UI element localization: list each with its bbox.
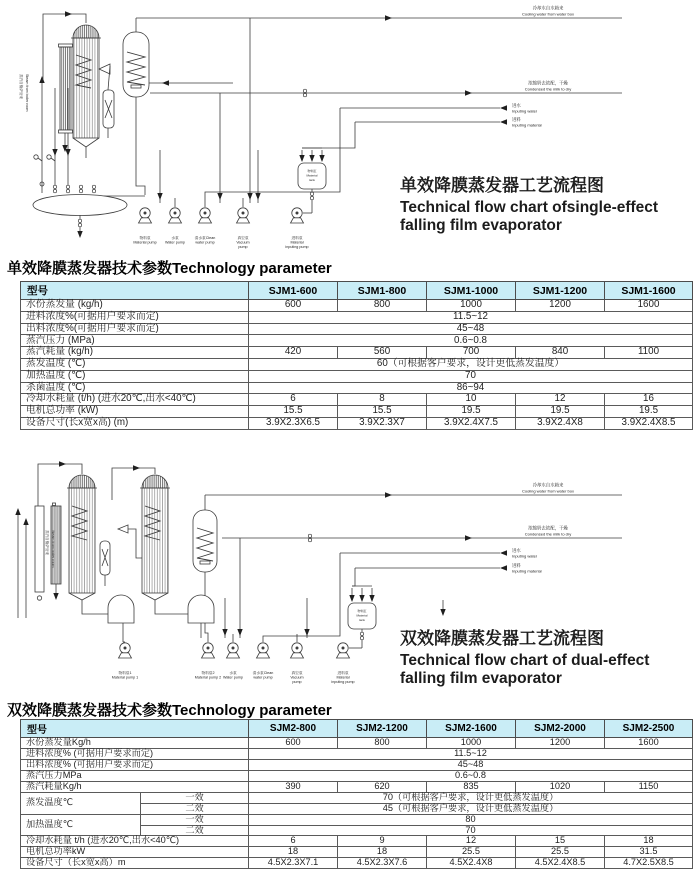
material-pump2-symbol bbox=[202, 643, 215, 658]
row-label: 进料浓度%(可据用户要求而定) bbox=[21, 311, 249, 323]
column-header: SJM2-2500 bbox=[605, 720, 693, 738]
cell: 18 bbox=[249, 847, 338, 858]
column-header: SJM2-2000 bbox=[516, 720, 605, 738]
pump-labels bbox=[112, 670, 355, 684]
cell: 19.5 bbox=[516, 406, 605, 418]
svg-text:tank: tank bbox=[309, 178, 315, 182]
table-row bbox=[21, 770, 693, 781]
cell: 12 bbox=[516, 394, 605, 406]
pump-labels bbox=[133, 235, 308, 249]
svg-text:Condensed the milk to dry: Condensed the milk to dry bbox=[524, 531, 572, 537]
feed-tank bbox=[33, 182, 127, 238]
vacuum-pump-symbol bbox=[291, 643, 304, 658]
svg-text:蒸汽自锅炉房来: 蒸汽自锅炉房来 bbox=[19, 74, 23, 100]
svg-text:进料泵: 进料泵 bbox=[291, 236, 303, 240]
table-row bbox=[21, 394, 693, 406]
cell: 800 bbox=[338, 738, 427, 749]
row-label: 蒸发温度℃ bbox=[21, 792, 141, 814]
svg-text:pump: pump bbox=[292, 680, 302, 684]
balance-vessel bbox=[99, 64, 114, 138]
cell: 1150 bbox=[605, 781, 693, 792]
svg-text:Inputing material: Inputing material bbox=[512, 122, 542, 128]
svg-text:物料缸: 物料缸 bbox=[357, 609, 367, 613]
cell: 6 bbox=[249, 394, 338, 406]
cell: 1020 bbox=[516, 781, 605, 792]
cell: 3.9X2.3X6.5 bbox=[249, 417, 338, 429]
svg-text:water pump: water pump bbox=[253, 675, 273, 680]
svg-text:冷却水自水箱来: 冷却水自水箱来 bbox=[532, 482, 564, 488]
material-pump1-symbol bbox=[119, 643, 132, 658]
water-pump-symbol bbox=[169, 208, 182, 223]
preheater-column bbox=[59, 44, 73, 152]
cell: 4.5X2.3X7.1 bbox=[249, 858, 338, 869]
cell: 45（可根据客户要求，设计更低蒸发温度） bbox=[249, 803, 693, 814]
cell: 70 bbox=[249, 370, 693, 382]
diagram2-title bbox=[400, 600, 649, 687]
svg-text:water pump: water pump bbox=[195, 240, 215, 245]
cell: 3.9X2.4X8 bbox=[516, 417, 605, 429]
cell: 6 bbox=[249, 836, 338, 847]
cell: 620 bbox=[338, 781, 427, 792]
svg-text:Cooling water from water box: Cooling water from water box bbox=[521, 488, 575, 494]
column-header: SJM1-1200 bbox=[516, 282, 605, 300]
cell: 15 bbox=[516, 836, 605, 847]
cell: 3.9X2.4X7.5 bbox=[427, 417, 516, 429]
svg-text:真空泵: 真空泵 bbox=[291, 671, 303, 675]
svg-text:Cooling water from water box: Cooling water from water box bbox=[521, 11, 575, 17]
row-label: 加热温度 (℃) bbox=[21, 370, 249, 382]
cell: 1600 bbox=[605, 738, 693, 749]
cell: 15.5 bbox=[249, 406, 338, 418]
cell: 9 bbox=[338, 836, 427, 847]
svg-text:Material: Material bbox=[306, 173, 318, 178]
cell: 19.5 bbox=[427, 406, 516, 418]
cell: 4.5X2.4X8 bbox=[427, 858, 516, 869]
material-inputing-pump-symbol bbox=[337, 643, 350, 658]
row-label: 蒸发温度 (℃) bbox=[21, 358, 249, 370]
table-header-row bbox=[21, 282, 693, 300]
row-label: 冷却水耗量 (t/h) (进水20℃,出水<40℃) bbox=[21, 394, 249, 406]
table-row bbox=[21, 792, 693, 803]
svg-text:inputing pump: inputing pump bbox=[331, 680, 355, 684]
svg-text:进水: 进水 bbox=[512, 103, 521, 108]
row-label: 进料浓度% (可据用户要求而定) bbox=[21, 748, 249, 759]
cell: 19.5 bbox=[605, 406, 693, 418]
single-effect-table-heading: 单效降膜蒸发器技术参数Technology parameter bbox=[7, 260, 332, 277]
row-label: 电机总功率kW bbox=[21, 847, 249, 858]
cell: 1200 bbox=[516, 300, 605, 312]
vacuum-pump-symbol bbox=[237, 208, 250, 223]
row-label: 加热温度℃ bbox=[21, 814, 141, 836]
svg-text:Material pump 1: Material pump 1 bbox=[111, 675, 139, 680]
single-effect-flow-diagram bbox=[0, 0, 699, 258]
row-label: 电机总功率 (kW) bbox=[21, 406, 249, 418]
svg-text:falling film evaporator: falling film evaporator bbox=[400, 217, 562, 234]
clean-water-pump-symbol bbox=[199, 208, 212, 223]
evaporator-column bbox=[71, 25, 101, 158]
pump-symbols bbox=[119, 643, 350, 658]
cell: 4.7X2.5X8.5 bbox=[605, 858, 693, 869]
svg-text:Material pump 2: Material pump 2 bbox=[194, 675, 222, 680]
evaporator-column-effect1 bbox=[67, 475, 97, 600]
cell: 420 bbox=[249, 347, 338, 359]
table-row bbox=[21, 311, 693, 323]
table-row bbox=[21, 748, 693, 759]
column-header: SJM2-800 bbox=[249, 720, 338, 738]
svg-text:物料泵2: 物料泵2 bbox=[201, 671, 215, 675]
svg-text:蒸汽自锅炉房来: 蒸汽自锅炉房来 bbox=[45, 530, 49, 556]
svg-text:浓缩奶去浓配，干燥: 浓缩奶去浓配，干燥 bbox=[528, 525, 568, 531]
cell: 25.5 bbox=[516, 847, 605, 858]
cell: 0.6~0.8 bbox=[249, 335, 693, 347]
cell: 80 bbox=[249, 814, 693, 825]
table-header-row bbox=[21, 720, 693, 738]
cell: 4.5X2.3X7.6 bbox=[338, 858, 427, 869]
svg-text:Material pump: Material pump bbox=[133, 240, 157, 245]
cell: 0.6~0.8 bbox=[249, 770, 693, 781]
svg-text:水泵: 水泵 bbox=[229, 671, 237, 675]
column-header: SJM2-1200 bbox=[338, 720, 427, 738]
row-label: 出料浓度%(可据用户要求而定) bbox=[21, 323, 249, 335]
dual-effect-flow-diagram bbox=[0, 448, 699, 700]
steam-inlet-label bbox=[19, 74, 29, 112]
evaporator-column-effect2 bbox=[140, 475, 170, 600]
cell: 1100 bbox=[605, 347, 693, 359]
svg-text:Inputing material: Inputing material bbox=[512, 568, 542, 574]
effect-tanks bbox=[108, 595, 214, 623]
column-header: SJM1-1600 bbox=[605, 282, 693, 300]
balance-vessel bbox=[100, 541, 110, 586]
cell: 31.5 bbox=[605, 847, 693, 858]
svg-text:进料: 进料 bbox=[512, 117, 521, 122]
separator-vessel bbox=[123, 32, 149, 97]
cell: 60（可根据客户要求，设计更低蒸发温度） bbox=[249, 358, 693, 370]
material-inputing-pump-symbol bbox=[291, 208, 304, 223]
svg-text:Material: Material bbox=[336, 675, 350, 680]
cell: 4.5X2.4X8.5 bbox=[516, 858, 605, 869]
row-label: 出料浓度% (可据用户要求而定) bbox=[21, 759, 249, 770]
row-label: 杀菌温度 (℃) bbox=[21, 382, 249, 394]
svg-text:冷却水自水箱来: 冷却水自水箱来 bbox=[532, 5, 564, 11]
svg-text:真空泵: 真空泵 bbox=[237, 236, 249, 240]
table-row bbox=[21, 358, 693, 370]
cell: 560 bbox=[338, 347, 427, 359]
row-label: 蒸汽压力MPa bbox=[21, 770, 249, 781]
dual-effect-table-heading: 双效降膜蒸发器技术参数Technology parameter bbox=[7, 702, 332, 719]
row-label: 水份蒸发量 (kg/h) bbox=[21, 300, 249, 312]
svg-text:物料泵: 物料泵 bbox=[139, 236, 151, 240]
cell: 15.5 bbox=[338, 406, 427, 418]
cell: 1200 bbox=[516, 738, 605, 749]
diagram1-title bbox=[400, 175, 658, 234]
svg-text:物料泵1: 物料泵1 bbox=[118, 671, 132, 675]
flow-labels bbox=[512, 5, 574, 128]
svg-text:清水泵Clean: 清水泵Clean bbox=[252, 671, 274, 675]
cell: 700 bbox=[427, 347, 516, 359]
cell: 600 bbox=[249, 738, 338, 749]
table-row bbox=[21, 836, 693, 847]
table-row bbox=[21, 759, 693, 770]
cell: 11.5~12 bbox=[249, 748, 693, 759]
cell: 840 bbox=[516, 347, 605, 359]
row-sublabel: 一效 bbox=[141, 792, 249, 803]
cell: 835 bbox=[427, 781, 516, 792]
table-row bbox=[21, 781, 693, 792]
row-label: 蒸汽压力 (MPa) bbox=[21, 335, 249, 347]
cell: 1000 bbox=[427, 300, 516, 312]
cell: 1000 bbox=[427, 738, 516, 749]
table-row bbox=[21, 300, 693, 312]
svg-text:falling film evaporator: falling film evaporator bbox=[400, 670, 562, 687]
svg-text:浓缩奶去浓配，干燥: 浓缩奶去浓配，干燥 bbox=[528, 80, 568, 86]
svg-text:Technical flow chart of dual-e: Technical flow chart of dual-effect bbox=[400, 652, 650, 669]
row-label: 蒸汽耗量Kg/h bbox=[21, 781, 249, 792]
material-tank bbox=[348, 586, 376, 648]
svg-text:tank: tank bbox=[359, 618, 365, 622]
table-row bbox=[21, 323, 693, 335]
cell: 25.5 bbox=[427, 847, 516, 858]
svg-text:Technical flow chart ofsingle-: Technical flow chart ofsingle-effect bbox=[400, 199, 659, 216]
cell: 1600 bbox=[605, 300, 693, 312]
cell: 10 bbox=[427, 394, 516, 406]
svg-text:Steam from boiler room: Steam from boiler room bbox=[25, 74, 29, 112]
svg-text:进水: 进水 bbox=[512, 548, 521, 553]
material-pump-symbol bbox=[139, 208, 152, 223]
table-row bbox=[21, 406, 693, 418]
row-label: 水份蒸发量Kg/h bbox=[21, 738, 249, 749]
table-row bbox=[21, 417, 693, 429]
cell: 12 bbox=[427, 836, 516, 847]
svg-text:Condensed the milk to dry: Condensed the milk to dry bbox=[524, 86, 572, 92]
svg-text:Water pump: Water pump bbox=[165, 240, 185, 245]
svg-text:Vacuum: Vacuum bbox=[236, 240, 250, 245]
cell: 16 bbox=[605, 394, 693, 406]
row-sublabel: 二效 bbox=[141, 825, 249, 836]
svg-text:双效降膜蒸发器工艺流程图: 双效降膜蒸发器工艺流程图 bbox=[400, 629, 604, 648]
row-sublabel: 一效 bbox=[141, 814, 249, 825]
svg-text:清水泵Clean: 清水泵Clean bbox=[194, 236, 216, 240]
table-row bbox=[21, 370, 693, 382]
cell: 11.5~12 bbox=[249, 311, 693, 323]
cell: 600 bbox=[249, 300, 338, 312]
cell: 45~48 bbox=[249, 323, 693, 335]
svg-text:水泵: 水泵 bbox=[171, 236, 179, 240]
cell: 3.9X2.3X7 bbox=[338, 417, 427, 429]
svg-text:Material: Material bbox=[290, 240, 304, 245]
clean-water-pump-symbol bbox=[257, 643, 270, 658]
column-header: SJM1-600 bbox=[249, 282, 338, 300]
svg-text:Material: Material bbox=[356, 613, 368, 618]
row-label: 冷却水耗量 t/h (进水20℃,出水<40℃) bbox=[21, 836, 249, 847]
svg-text:单效降膜蒸发器工艺流程图: 单效降膜蒸发器工艺流程图 bbox=[400, 176, 604, 195]
row-label: 设备尺寸（长x宽x高）m bbox=[21, 858, 249, 869]
column-header: 型号 bbox=[21, 282, 249, 300]
water-pump-symbol bbox=[227, 643, 240, 658]
column-header: SJM1-1000 bbox=[427, 282, 516, 300]
svg-text:Water pump: Water pump bbox=[223, 675, 243, 680]
cell: 45~48 bbox=[249, 759, 693, 770]
cell: 800 bbox=[338, 300, 427, 312]
cell: 70 bbox=[249, 825, 693, 836]
svg-text:物料缸: 物料缸 bbox=[307, 169, 317, 173]
single-effect-parameters-table bbox=[20, 281, 693, 430]
column-header: SJM1-800 bbox=[338, 282, 427, 300]
material-tank bbox=[298, 148, 326, 213]
table-row bbox=[21, 347, 693, 359]
table-row bbox=[21, 814, 693, 825]
svg-text:Inputing water: Inputing water bbox=[512, 553, 538, 559]
table-row bbox=[21, 858, 693, 869]
pump-symbols bbox=[139, 208, 304, 223]
svg-text:Vacuum: Vacuum bbox=[290, 675, 304, 680]
dual-effect-parameters-table bbox=[20, 719, 693, 869]
row-label: 设备尺寸(长x宽x高) (m) bbox=[21, 417, 249, 429]
column-header: SJM2-1600 bbox=[427, 720, 516, 738]
cell: 8 bbox=[338, 394, 427, 406]
svg-text:进料泵: 进料泵 bbox=[337, 671, 349, 675]
cell: 3.9X2.4X8.5 bbox=[605, 417, 693, 429]
svg-text:进料: 进料 bbox=[512, 563, 521, 568]
svg-text:pump: pump bbox=[238, 245, 248, 249]
table-row bbox=[21, 335, 693, 347]
svg-text:Inputing water: Inputing water bbox=[512, 108, 538, 114]
column-header: 型号 bbox=[21, 720, 249, 738]
row-sublabel: 二效 bbox=[141, 803, 249, 814]
table-row bbox=[21, 738, 693, 749]
row-label: 蒸汽耗量 (kg/h) bbox=[21, 347, 249, 359]
cell: 86~94 bbox=[249, 382, 693, 394]
separator-vessel bbox=[193, 510, 217, 572]
cell: 390 bbox=[249, 781, 338, 792]
cell: 18 bbox=[338, 847, 427, 858]
cell: 18 bbox=[605, 836, 693, 847]
cell: 70（可根据客户要求，设计更低蒸发温度） bbox=[249, 792, 693, 803]
svg-text:inputing pump: inputing pump bbox=[285, 245, 309, 249]
